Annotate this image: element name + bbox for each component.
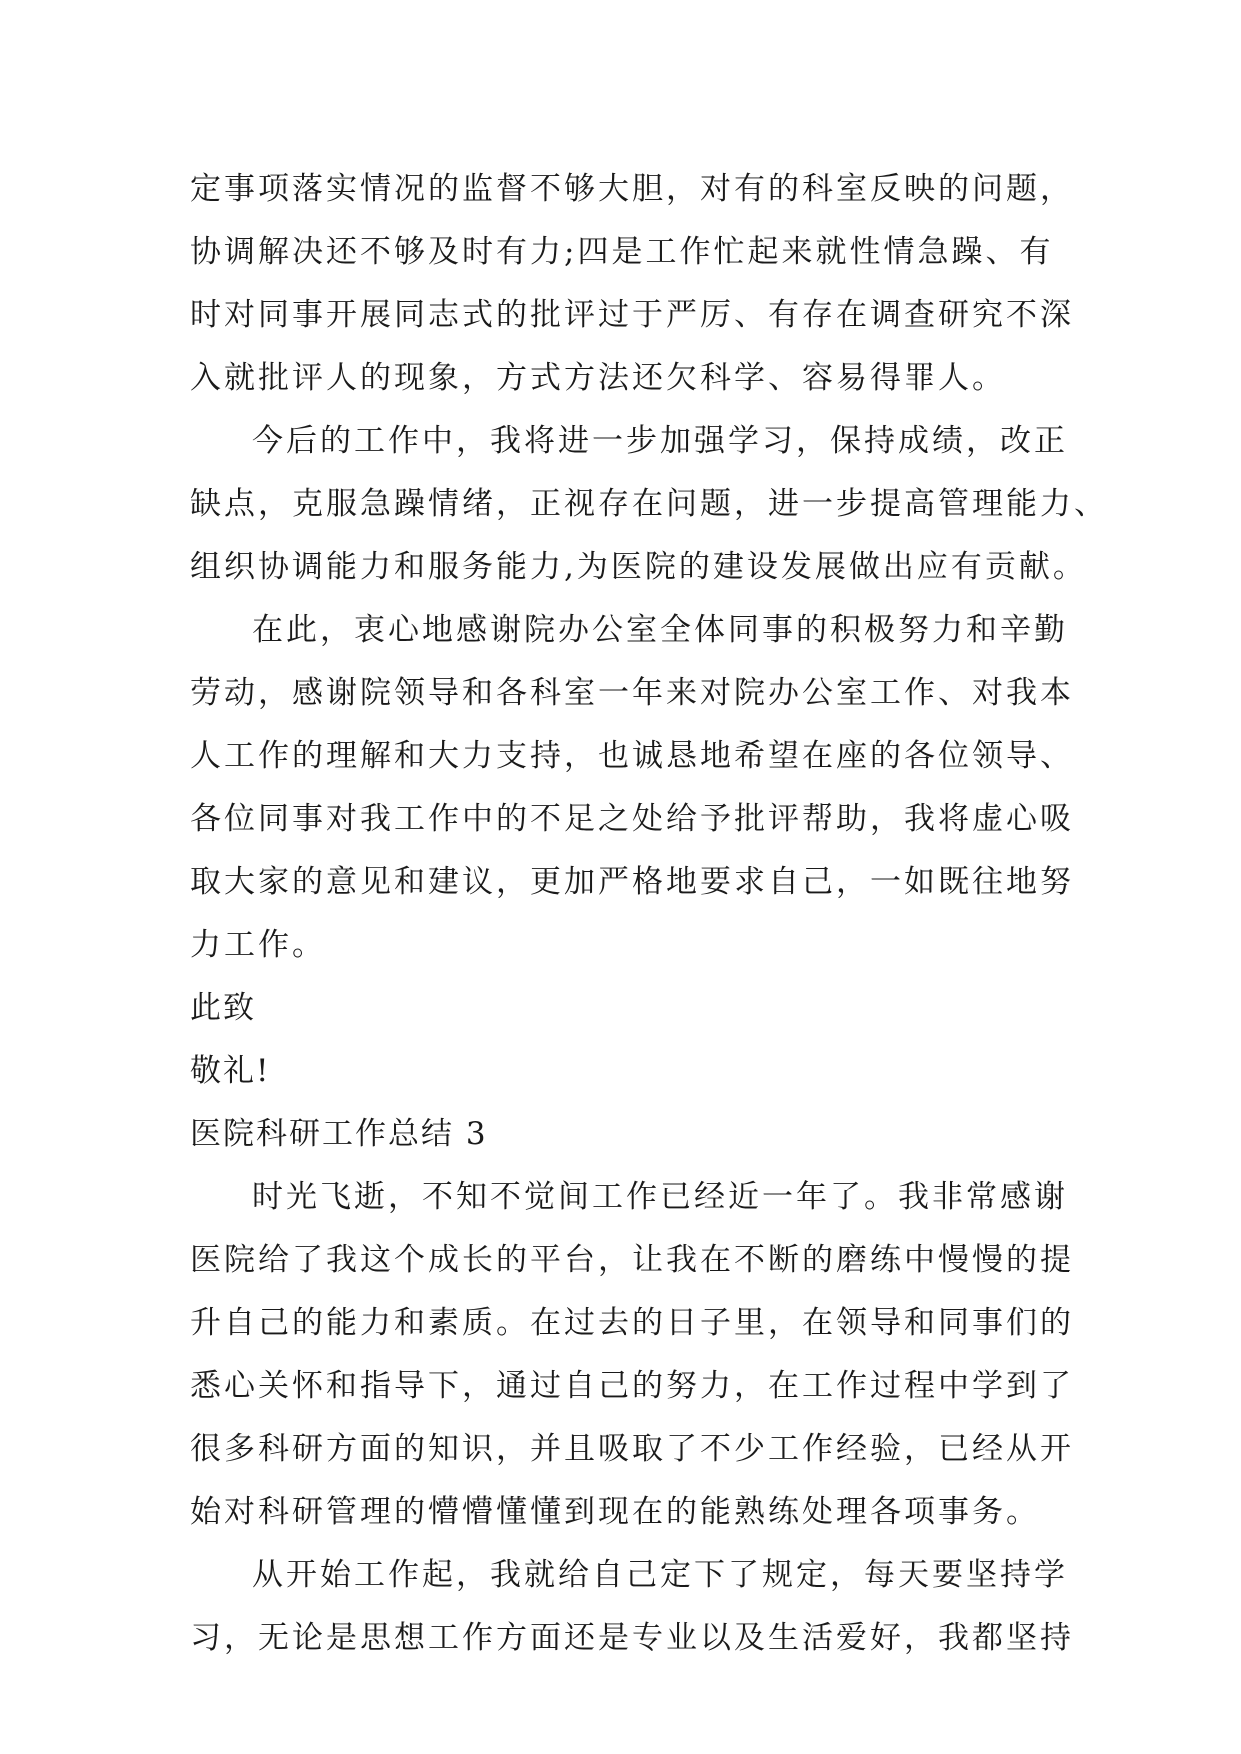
paragraph-first-line: 时光飞逝，不知不觉间工作已经近一年了。我非常感谢 (252, 1179, 1068, 1215)
text-line: 缺点，克服急躁情绪，正视存在问题，进一步提高管理能力、 (190, 486, 1108, 522)
text-line: 升自己的能力和素质。在过去的日子里，在领导和同事们的 (190, 1305, 1074, 1341)
closing-regards: 敬礼! (190, 1053, 271, 1089)
text-line: 很多科研方面的知识，并且吸取了不少工作经验，已经从开 (190, 1431, 1074, 1467)
text-line: 定事项落实情况的监督不够大胆，对有的科室反映的问题， (190, 171, 1074, 207)
section-heading: 医院科研工作总结 3 (190, 1116, 488, 1152)
document-page (190, 158, 1108, 1670)
paragraph-first-line: 在此，衷心地感谢院办公室全体同事的积极努力和辛勤 (252, 612, 1068, 648)
text-line: 各位同事对我工作中的不足之处给予批评帮助，我将虚心吸 (190, 801, 1074, 837)
text-line: 取大家的意见和建议，更加严格地要求自己，一如既往地努 (190, 864, 1074, 900)
text-line: 时对同事开展同志式的批评过于严厉、有存在调查研究不深 (190, 297, 1074, 333)
closing-salutation: 此致 (190, 990, 256, 1026)
text-line: 悉心关怀和指导下，通过自己的努力，在工作过程中学到了 (190, 1368, 1074, 1404)
text-line: 习，无论是思想工作方面还是专业以及生活爱好，我都坚持 (190, 1620, 1074, 1656)
text-line: 力工作。 (190, 927, 326, 963)
paragraph-first-line: 从开始工作起，我就给自己定下了规定，每天要坚持学 (252, 1557, 1068, 1593)
paragraph-first-line: 今后的工作中，我将进一步加强学习，保持成绩，改正 (252, 423, 1068, 459)
text-line: 协调解决还不够及时有力;四是工作忙起来就性情急躁、有 (190, 234, 1054, 270)
text-line: 入就批评人的现象，方式方法还欠科学、容易得罪人。 (190, 360, 1006, 396)
text-line: 医院给了我这个成长的平台，让我在不断的磨练中慢慢的提 (190, 1242, 1074, 1278)
text-line: 劳动，感谢院领导和各科室一年来对院办公室工作、对我本 (190, 675, 1074, 711)
text-line: 组织协调能力和服务能力,为医院的建设发展做出应有贡献。 (190, 549, 1087, 585)
text-line: 人工作的理解和大力支持，也诚恳地希望在座的各位领导、 (190, 738, 1074, 774)
text-line: 始对科研管理的懵懵懂懂到现在的能熟练处理各项事务。 (190, 1494, 1040, 1530)
